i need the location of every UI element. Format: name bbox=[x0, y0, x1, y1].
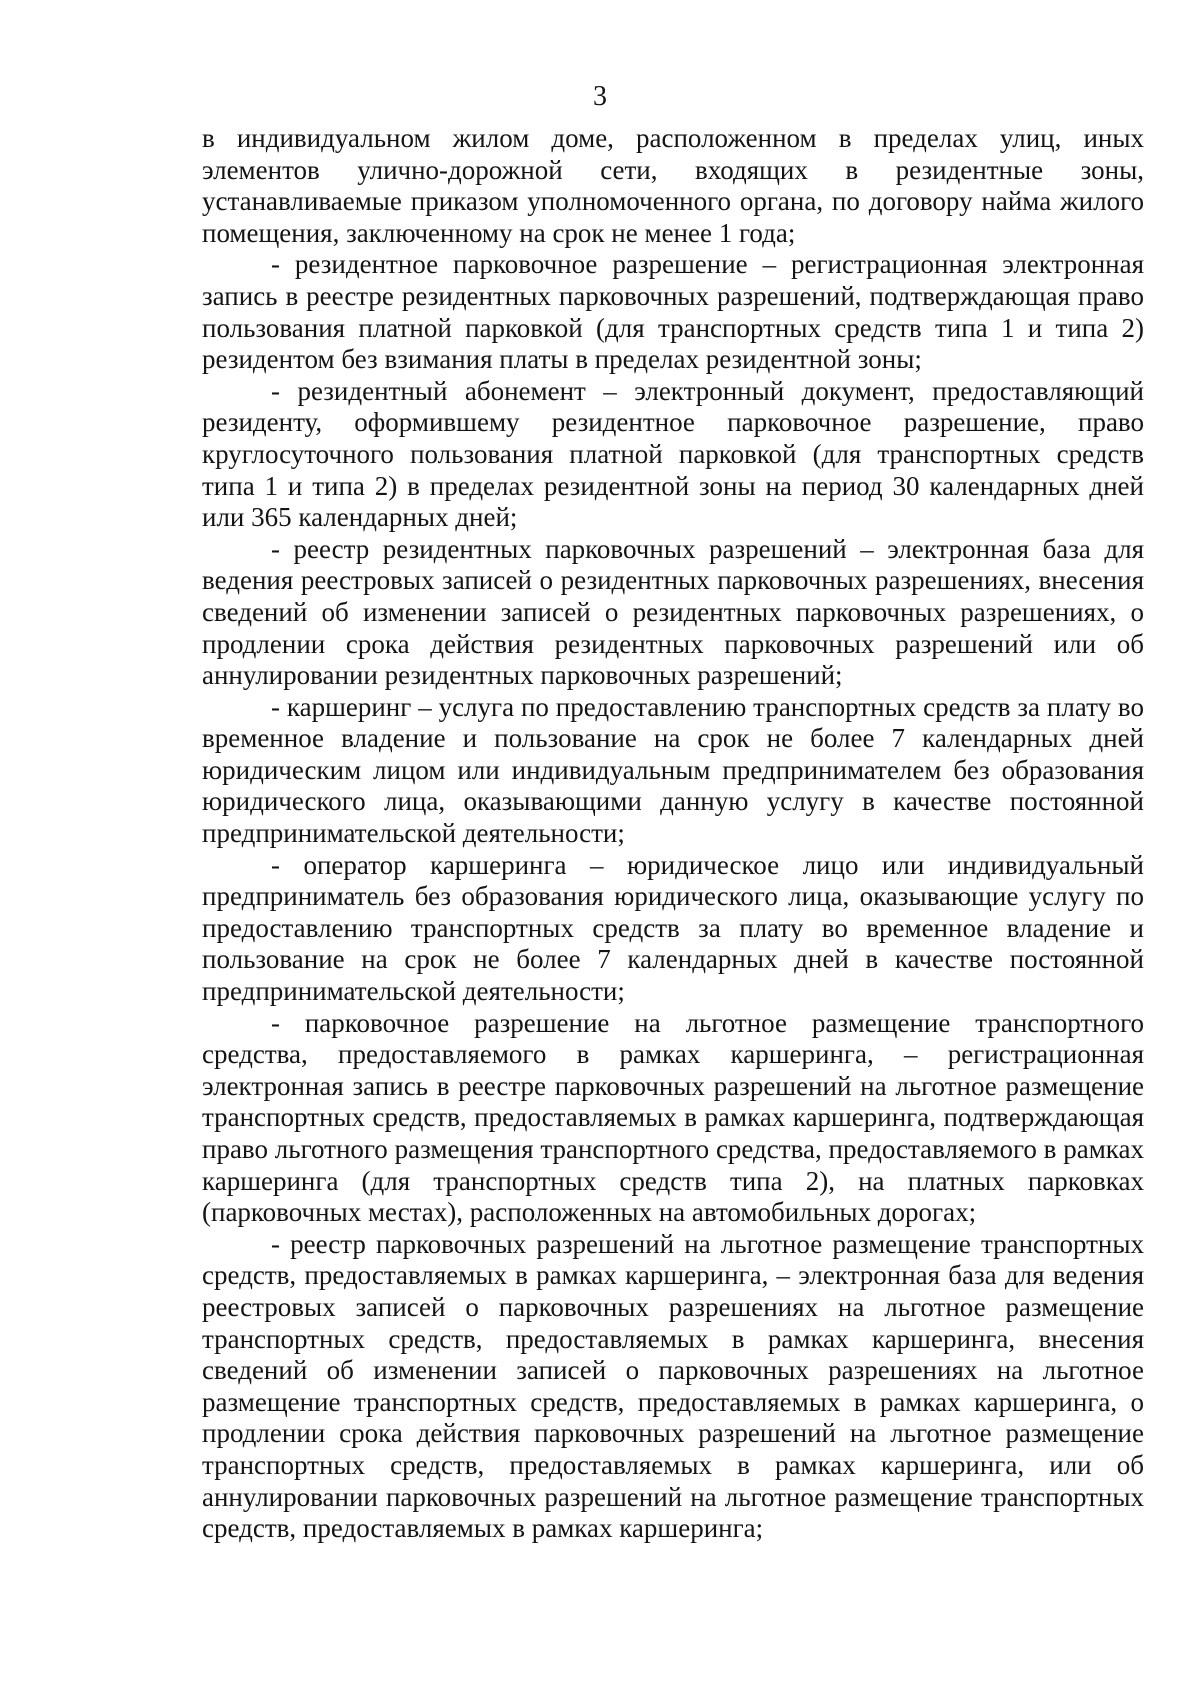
document-body bbox=[202, 123, 1144, 1545]
paragraph-continuation: в индивидуальном жилом доме, расположенном в пределах улиц, иных элементов улично-дорожной сети, входящих в резидентные зоны, устанавливаемые приказом уполномоченного органа, по договору найма жилого помещения, заключенному на срок не менее 1 года; bbox=[202, 123, 1144, 248]
paragraph-carsharing-parking-permit: - парковочное разрешение на льготное размещение транспортного средства, предоставляемого в рамках каршеринга, – регистрационная электронная запись в реестре парковочных разрешений на льготное размещение транспортных средств, предоставляемых в рамках каршеринга, подтверждающая право льготного размещения транспортного средства, предоставляемого в рамках каршеринга (для транспортных средств типа 2), на платных парковках (парковочных местах), расположенных на автомобильных дорогах; bbox=[202, 1007, 1144, 1228]
paragraph-resident-parking-permit: - резидентное парковочное разрешение – регистрационная электронная запись в реестре резидентных парковочных разрешений, подтверждающая право пользования платной парковкой (для транспортных средств типа 1 и типа 2) резидентом без взимания платы в пределах резидентной зоны; bbox=[202, 249, 1144, 375]
page-number: 3 bbox=[593, 81, 607, 112]
paragraph-carsharing: - каршеринг – услуга по предоставлению транспортных средств за плату во временное владение и пользование на срок не более 7 календарных дней юридическим лицом или индивидуальным предпринимателем без образования юридического лица, оказывающими данную услугу в качестве постоянной предпринимательской деятельности; bbox=[202, 691, 1144, 849]
paragraph-carsharing-permit-registry: - реестр парковочных разрешений на льготное размещение транспортных средств, предоставляемых в рамках каршеринга, – электронная база для ведения реестровых записей о парковочных разрешениях на льготное размещение транспортных средств, предоставляемых в рамках каршеринга, внесения сведений об изменении записей о парковочных разрешениях на льготное размещение транспортных средств, предоставляемых в рамках каршеринга, о продлении срока действия парковочных разрешений на льготное размещение транспортных средств, предоставляемых в рамках каршеринга, или об аннулировании парковочных разрешений на льготное размещение транспортных средств, предоставляемых в рамках каршеринга; bbox=[202, 1228, 1144, 1544]
paragraph-resident-subscription: - резидентный абонемент – электронный документ, предоставляющий резиденту, оформившему резидентное парковочное разрешение, право круглосуточного пользования платной парковкой (для транспортных средств типа 1 и типа 2) в пределах резидентной зоны на период 30 календарных дней или 365 календарных дней; bbox=[202, 375, 1144, 533]
paragraph-carsharing-operator: - оператор каршеринга – юридическое лицо или индивидуальный предприниматель без образования юридического лица, оказывающие услугу по предоставлению транспортных средств за плату во временное владение и пользование на срок не более 7 календарных дней в качестве постоянной предпринимательской деятельности; bbox=[202, 849, 1144, 1007]
paragraph-resident-permit-registry: - реестр резидентных парковочных разрешений – электронная база для ведения реестровых записей о резидентных парковочных разрешениях, внесения сведений об изменении записей о резидентных парковочных разрешениях, о продлении срока действия резидентных парковочных разрешений или об аннулировании резидентных парковочных разрешений; bbox=[202, 533, 1144, 691]
